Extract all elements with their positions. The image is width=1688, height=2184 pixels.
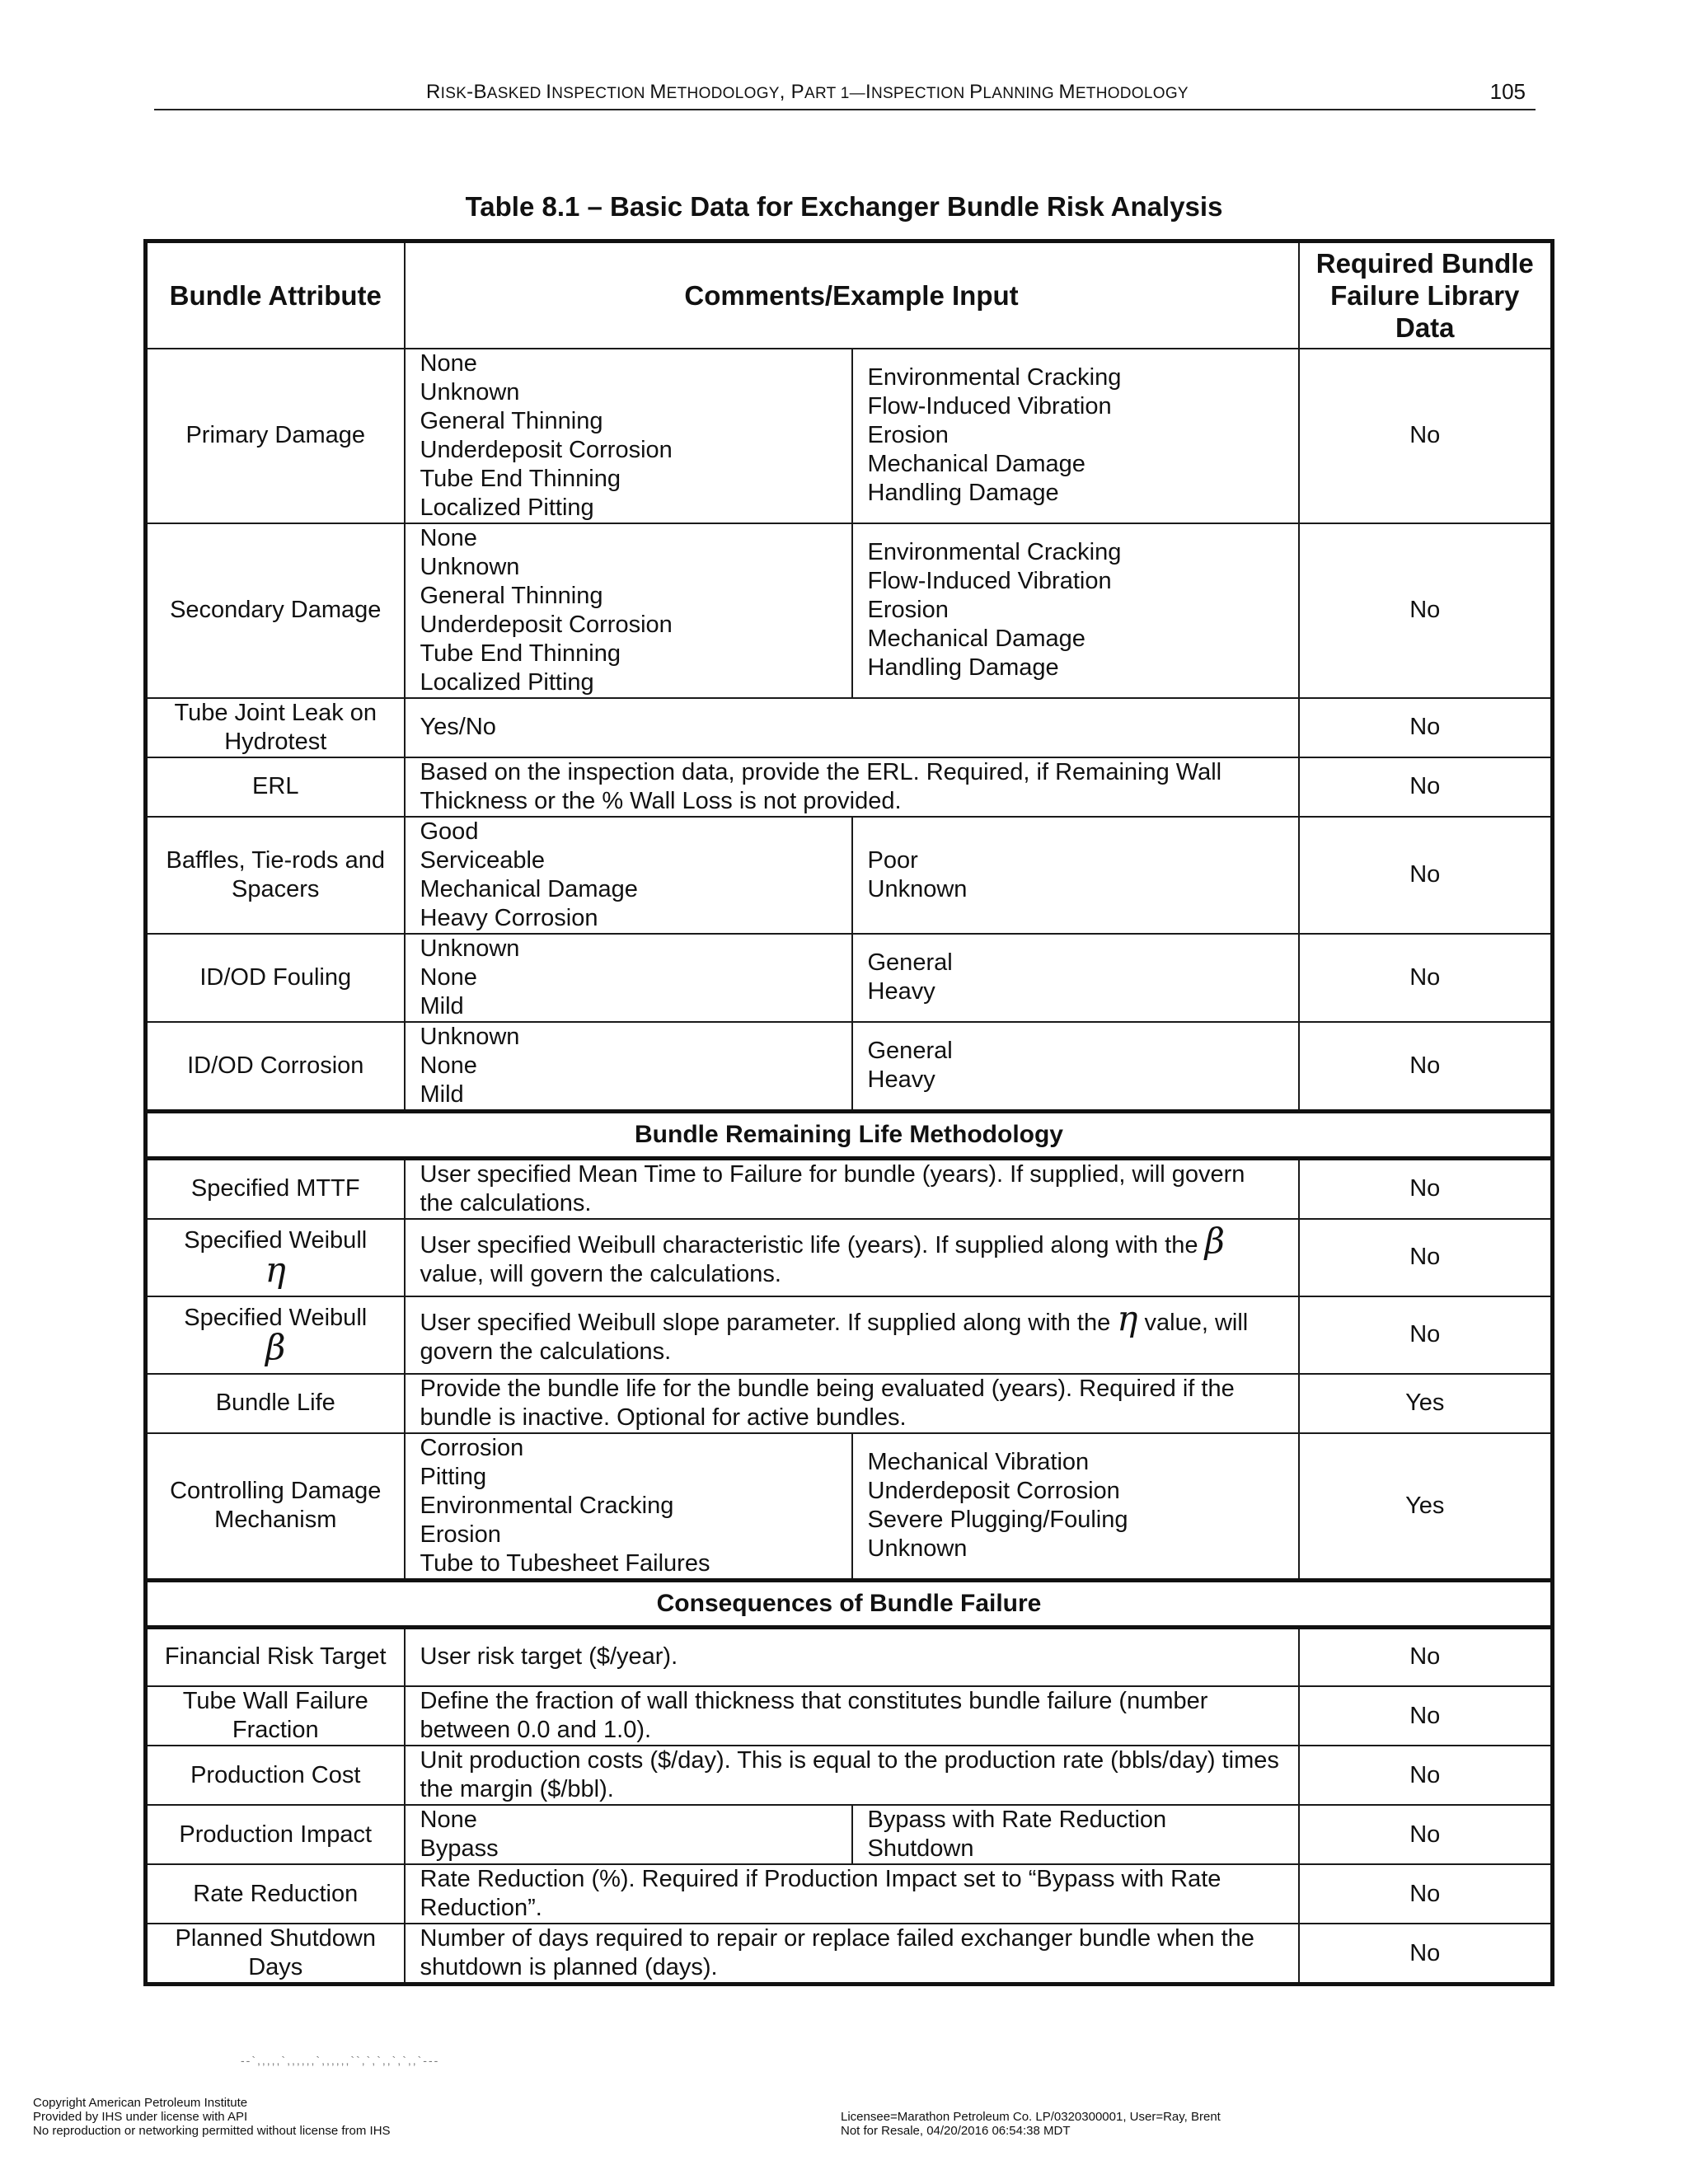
option-item: Mild [420,1080,464,1108]
option-item: Localized Pitting [420,494,594,521]
options-left-cell [405,349,852,523]
required-library-data-cell: No [1299,1158,1553,1219]
option-item: Erosion [867,422,949,448]
option-item: General [867,1038,953,1064]
footer-resale: Not for Resale, 04/20/2016 06:54:38 MDT [841,2124,1071,2138]
options-right-cell [852,1805,1299,1864]
section-remaining-life [146,1111,1553,1158]
bundle-attribute-cell [146,1374,405,1433]
footer-left [33,2096,391,2138]
comments-cell [405,1158,1299,1219]
bundle-attribute-cell [146,1158,405,1219]
scan-marks: --`,,,,,`,,,,,,`,,,,,,``,`,`,,`,`,,`--- [241,2054,440,2067]
comment-text: Provide the bundle life for the bundle being evaluated (years). Required if the bundle is inactive. Optional for active bundles. [420,1375,1235,1431]
table-row [146,1627,1553,1686]
option-item: Tube End Thinning [420,465,621,492]
comments-cell [405,698,1299,757]
table-row [146,1864,1553,1924]
bundle-data-table [143,239,1554,1986]
table-title: Table 8.1 – Basic Data for Exchanger Bundle Risk Analysis [465,191,1223,222]
inline-weibull-symbol: η [1117,1297,1138,1338]
bundle-attribute-cell [146,1686,405,1746]
option-item: Shutdown [867,1835,974,1862]
bundle-attribute-cell [146,757,405,817]
options-left-cell [405,1433,852,1581]
comment-text: Unit production costs ($/day). This is equal to the production rate (bbls/day) times the margin ($/bbl). [420,1747,1279,1802]
required-library-data-cell: No [1299,1686,1553,1746]
comment-text: Define the fraction of wall thickness that constitutes bundle failure (number between 0.0 and 1.0). [420,1688,1208,1743]
options-left-cell [405,1022,852,1112]
options-left-cell [405,934,852,1022]
required-library-data-cell: No [1299,757,1553,817]
option-item: Good [420,818,479,845]
required-library-data-cell: No [1299,698,1553,757]
option-item: Tube End Thinning [420,640,621,667]
inline-weibull-symbol: β [1204,1220,1225,1261]
option-item: Unknown [867,875,968,902]
bundle-attribute-cell [146,1627,405,1686]
option-item: Heavy [867,978,935,1005]
option-item: Environmental Cracking [867,539,1122,565]
bundle-attribute-label: Production Cost [190,1761,361,1788]
bundle-attribute-cell [146,1219,405,1296]
comments-cell [405,1686,1299,1746]
option-item: Handling Damage [867,654,1059,681]
comments-cell [405,1296,1299,1374]
bundle-attribute-label: Secondary Damage [170,597,382,623]
bundle-attribute-label: Specified Weibull [184,1226,368,1254]
bundle-attribute-label: Tube Wall Failure Fraction [182,1688,368,1743]
options-right-cell [852,1022,1299,1112]
comments-cell [405,1746,1299,1805]
option-item: Heavy Corrosion [420,904,598,931]
bundle-attribute-label: Financial Risk Target [164,1643,387,1671]
options-right-cell [852,1433,1299,1581]
comment-text: User specified Weibull characteristic life (years). If supplied along with the [420,1231,1198,1258]
required-library-data-cell: No [1299,523,1553,698]
table-row [146,1158,1553,1219]
bundle-attribute-cell [146,1433,405,1581]
bundle-attribute-cell [146,1746,405,1805]
table-body [146,349,1553,1985]
option-item: Mechanical Vibration [867,1449,1090,1475]
table-row [146,349,1553,523]
weibull-symbol: β [265,1326,286,1367]
weibull-symbol: η [265,1249,286,1290]
bundle-attribute-cell [146,1924,405,1985]
bundle-attribute-label: Production Impact [179,1821,373,1848]
option-item: Flow-Induced Vibration [867,393,1112,419]
option-item: Unknown [420,378,520,405]
option-item: Erosion [420,1521,501,1548]
comments-cell [405,757,1299,817]
table-row [146,698,1553,757]
bundle-attribute-label: Bundle Life [215,1390,335,1416]
table-row [146,934,1553,1022]
table-row [146,1374,1553,1433]
required-library-data-cell: No [1299,1805,1553,1864]
bundle-attribute-label: Controlling Damage Mechanism [170,1478,382,1533]
options-right-cell [852,523,1299,698]
options-right-cell [852,817,1299,934]
option-item: General Thinning [420,582,603,609]
option-item: None [420,524,477,551]
option-item: Pitting [420,1463,487,1490]
bundle-attribute-label: Rate Reduction [193,1880,359,1907]
comments-cell [405,1627,1299,1686]
option-item: Environmental Cracking [420,1492,674,1519]
bundle-attribute-cell [146,1805,405,1864]
option-item: None [420,1052,477,1079]
required-library-data-cell: No [1299,1022,1553,1112]
footer-right [841,2110,1221,2138]
option-item: Poor [867,846,918,874]
option-item: None [420,1807,477,1833]
bundle-attribute-label: Baffles, Tie-rods and Spacers [166,846,385,902]
bundle-attribute-label: Specified MTTF [190,1175,360,1202]
comments-cell [405,1374,1299,1433]
options-right-cell [852,934,1299,1022]
option-item: Heavy [867,1066,935,1093]
option-item: General [867,949,953,976]
bundle-attribute-label: Planned Shutdown Days [175,1925,376,1980]
table-row [146,817,1553,934]
required-library-data-cell: Yes [1299,1433,1553,1581]
table-row [146,1022,1553,1112]
option-item: Tube to Tubesheet Failures [420,1549,710,1577]
table-row [146,1746,1553,1805]
col-header-required: Required Bundle Failure Library Data [1299,241,1553,349]
option-item: Localized Pitting [420,668,594,696]
required-library-data-cell: No [1299,934,1553,1022]
option-item: Mechanical Damage [867,626,1085,652]
options-left-cell [405,817,852,934]
comments-cell [405,1219,1299,1296]
table-row [146,1433,1553,1581]
comment-text: Based on the inspection data, provide the ERL. Required, if Remaining Wall Thickness or the % Wall Loss is not provided. [420,758,1222,814]
bundle-attribute-label: Primary Damage [185,422,366,448]
option-item: Unknown [420,1023,520,1050]
table-row [146,1805,1553,1864]
comment-text: value, will govern the calculations. [420,1309,1249,1365]
option-item: Corrosion [420,1434,524,1461]
option-item: General Thinning [420,407,603,434]
option-item: Erosion [867,597,949,623]
bundle-attribute-label: Specified Weibull [184,1304,368,1331]
footer-copyright: Copyright American Petroleum Institute [33,2096,248,2110]
bundle-attribute-label: ID/OD Corrosion [187,1052,364,1079]
table-row [146,1686,1553,1746]
section-consequences [146,1580,1553,1627]
section-remaining-life-label: Bundle Remaining Life Methodology [146,1111,1553,1158]
table-row [146,757,1553,817]
option-item: Serviceable [420,846,546,874]
bundle-attribute-cell [146,1022,405,1112]
comment-text: User specified Weibull slope parameter. If supplied along with the [420,1309,1111,1336]
table-row [146,1924,1553,1985]
section-consequences-label: Consequences of Bundle Failure [146,1580,1553,1627]
col-header-attribute: Bundle Attribute [146,241,405,349]
comment-text: Number of days required to repair or replace failed exchanger bundle when the shutdown is planned (days). [420,1925,1254,1980]
option-item: Flow-Induced Vibration [867,568,1112,594]
option-item: Mild [420,992,464,1019]
option-item: Handling Damage [867,480,1059,506]
options-right-cell [852,349,1299,523]
bundle-attribute-label: ID/OD Fouling [199,963,352,991]
table-row [146,1219,1553,1296]
required-library-data-cell: No [1299,1219,1553,1296]
option-item: Underdeposit Corrosion [420,436,673,463]
table-row [146,1296,1553,1374]
option-item: Bypass [420,1835,499,1862]
option-item: None [420,349,477,377]
comment-text: Rate Reduction (%). Required if Production Impact set to “Bypass with Rate Reduction”. [420,1866,1221,1921]
bundle-attribute-cell [146,523,405,698]
required-library-data-cell: Yes [1299,1374,1553,1433]
bundle-attribute-cell [146,698,405,757]
comment-text: User specified Mean Time to Failure for bundle (years). If supplied, will govern the calculations. [420,1160,1245,1216]
running-header [154,76,1536,110]
option-item: Bypass with Rate Reduction [867,1807,1167,1833]
bundle-attribute-label: Tube Joint Leak on Hydrotest [174,699,377,755]
comment-text: value, will govern the calculations. [420,1260,781,1287]
table-header-row [146,241,1553,349]
option-item: Underdeposit Corrosion [420,611,673,638]
bundle-attribute-cell [146,934,405,1022]
footer-licensee: Licensee=Marathon Petroleum Co. LP/0320300001, User=Ray, Brent [841,2110,1221,2124]
required-library-data-cell: No [1299,1746,1553,1805]
option-item: Environmental Cracking [867,364,1122,391]
comments-cell [405,1864,1299,1924]
option-item: Unknown [420,935,520,962]
required-library-data-cell: No [1299,1924,1553,1985]
option-item: Severe Plugging/Fouling [867,1507,1128,1533]
bundle-attribute-cell [146,1296,405,1374]
bundle-attribute-cell [146,1864,405,1924]
bundle-attribute-cell [146,817,405,934]
option-item: Mechanical Damage [420,875,638,902]
option-item: Underdeposit Corrosion [867,1478,1120,1504]
required-library-data-cell: No [1299,1296,1553,1374]
required-library-data-cell: No [1299,817,1553,934]
comment-text: Yes/No [420,714,496,740]
bundle-attribute-cell [146,349,405,523]
col-header-comments: Comments/Example Input [405,241,1299,349]
table-row [146,523,1553,698]
running-header-title: RISK-BASKED INSPECTION METHODOLOGY, PART 1—INSPECTION PLANNING METHODOLOGY [426,81,1189,103]
required-library-data-cell: No [1299,349,1553,523]
comment-text: User risk target ($/year). [420,1643,678,1671]
option-item: None [420,963,477,991]
option-item: Unknown [867,1535,968,1562]
bundle-attribute-label: ERL [252,773,299,799]
option-item: Mechanical Damage [867,451,1085,477]
options-left-cell [405,523,852,698]
required-library-data-cell: No [1299,1627,1553,1686]
options-left-cell [405,1805,852,1864]
option-item: Unknown [420,553,520,580]
page-number: 105 [1489,79,1526,104]
footer-provider: Provided by IHS under license with API [33,2110,248,2124]
comments-cell [405,1924,1299,1985]
footer-restriction: No reproduction or networking permitted without license from IHS [33,2124,391,2138]
required-library-data-cell: No [1299,1864,1553,1924]
